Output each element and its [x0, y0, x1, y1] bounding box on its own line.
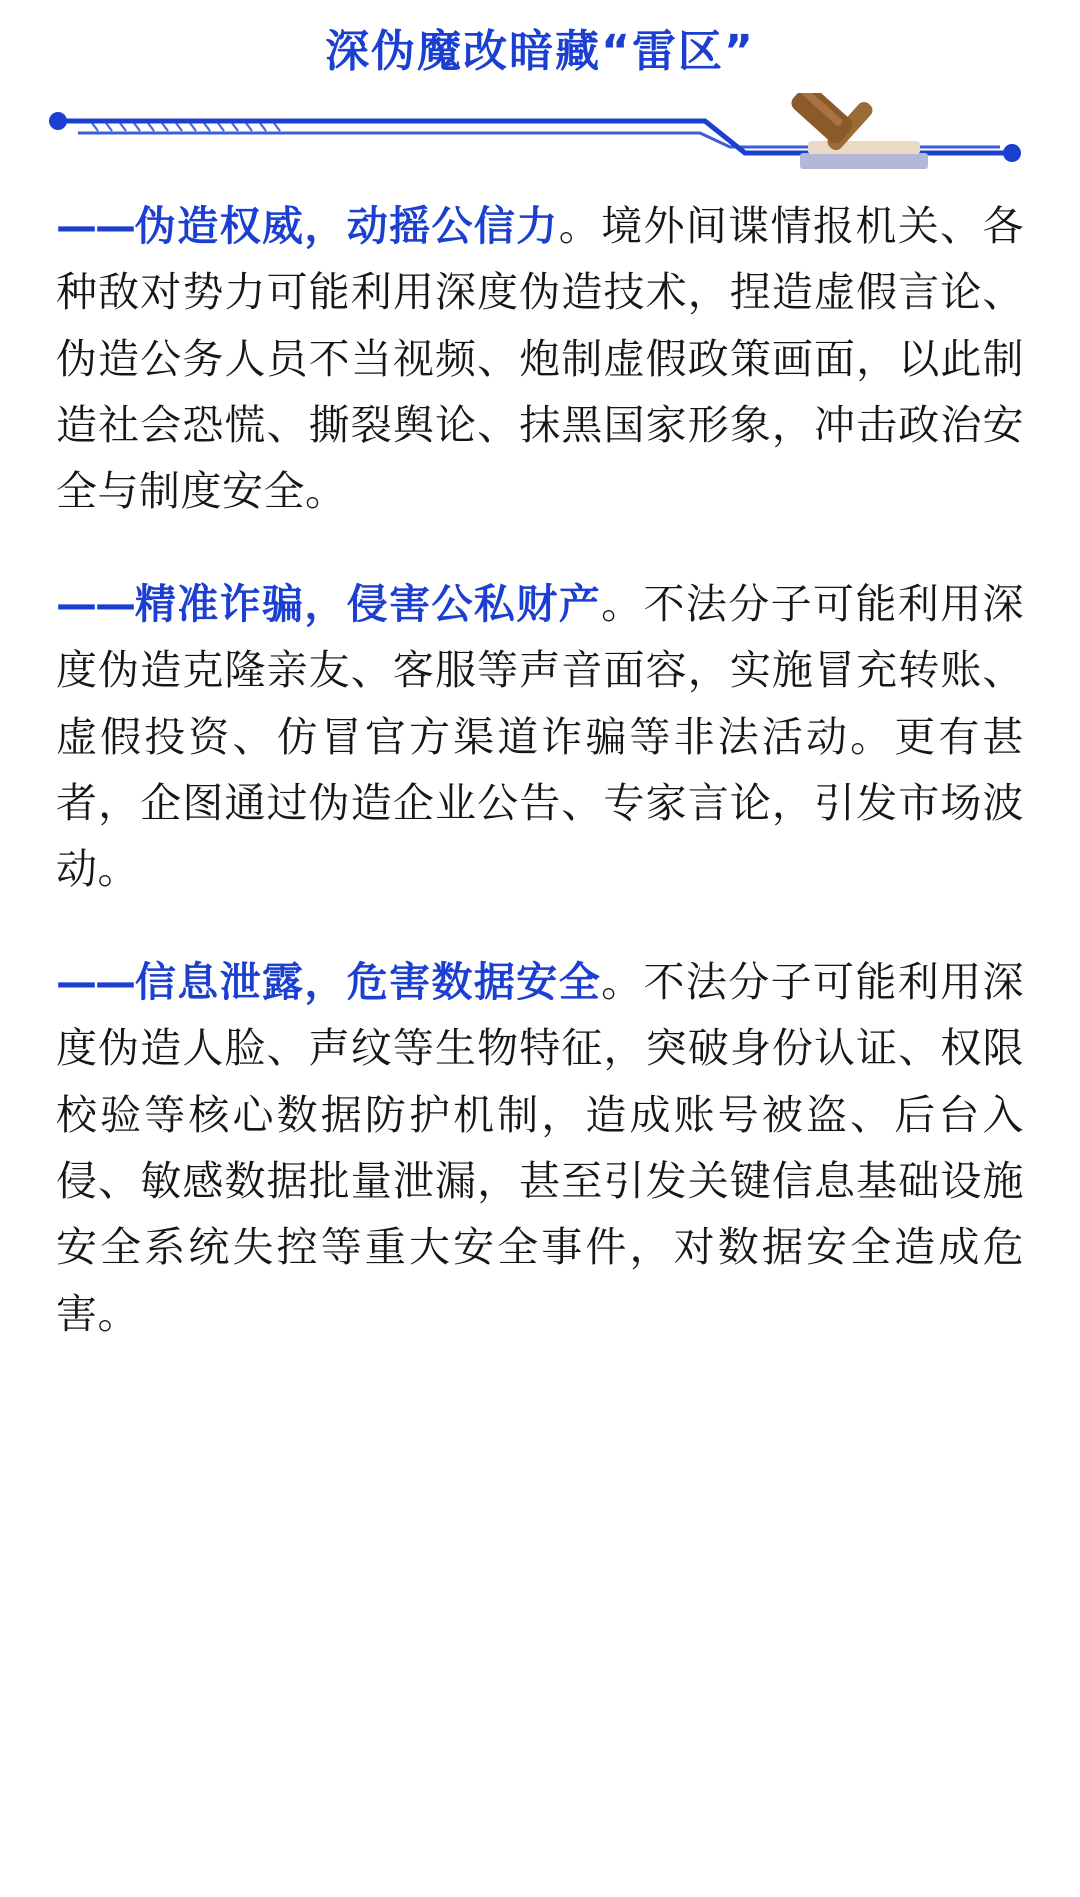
- paragraph-1: [56, 193, 1024, 525]
- page-title: 深伪魔改暗藏“雷区”: [325, 26, 755, 77]
- paragraph-3-body: 。不法分子可能利用深度伪造人脸、声纹等生物特征，突破身份认证、权限校验等核心数据防护机制，造成账号被盗、后台入侵、敏感数据批量泄漏，甚至引发关键信息基础设施安全系统失控等重大安全事件，对数据安全造成危害。: [56, 957, 1025, 1338]
- paragraph-3: [56, 949, 1024, 1347]
- banner-graphic: [0, 93, 1080, 183]
- paragraph-1-body: 。境外间谍情报机关、各种敌对势力可能利用深度伪造技术，捏造虚假言论、伪造公务人员不当视频、炮制虚假政策画面，以此制造社会恐慌、撕裂舆论、抹黑国家形象，冲击政治安全与制度安全。: [56, 201, 1025, 516]
- article-content: [0, 193, 1080, 1348]
- paragraph-2-lead: 精准诈骗，侵害公私财产: [134, 579, 602, 628]
- paragraph-1-lead: 伪造权威，动摇公信力: [134, 201, 559, 250]
- paragraph-1-dash: ——: [56, 201, 134, 250]
- paragraph-3-dash: ——: [56, 957, 134, 1006]
- title-block: [0, 0, 1080, 79]
- paragraph-2-dash: ——: [56, 579, 134, 628]
- banner-hatch: [92, 123, 280, 131]
- paragraph-3-lead: 信息泄露，危害数据安全: [134, 957, 602, 1006]
- banner-divider: [0, 93, 1080, 183]
- gavel-icon: [788, 93, 928, 169]
- paragraph-2: [56, 571, 1024, 903]
- paragraph-2-body: 。不法分子可能利用深度伪造克隆亲友、客服等声音面容，实施冒充转账、虚假投资、仿冒官方渠道诈骗等非法活动。更有甚者，企图通过伪造企业公告、专家言论，引发市场波动。: [56, 579, 1025, 894]
